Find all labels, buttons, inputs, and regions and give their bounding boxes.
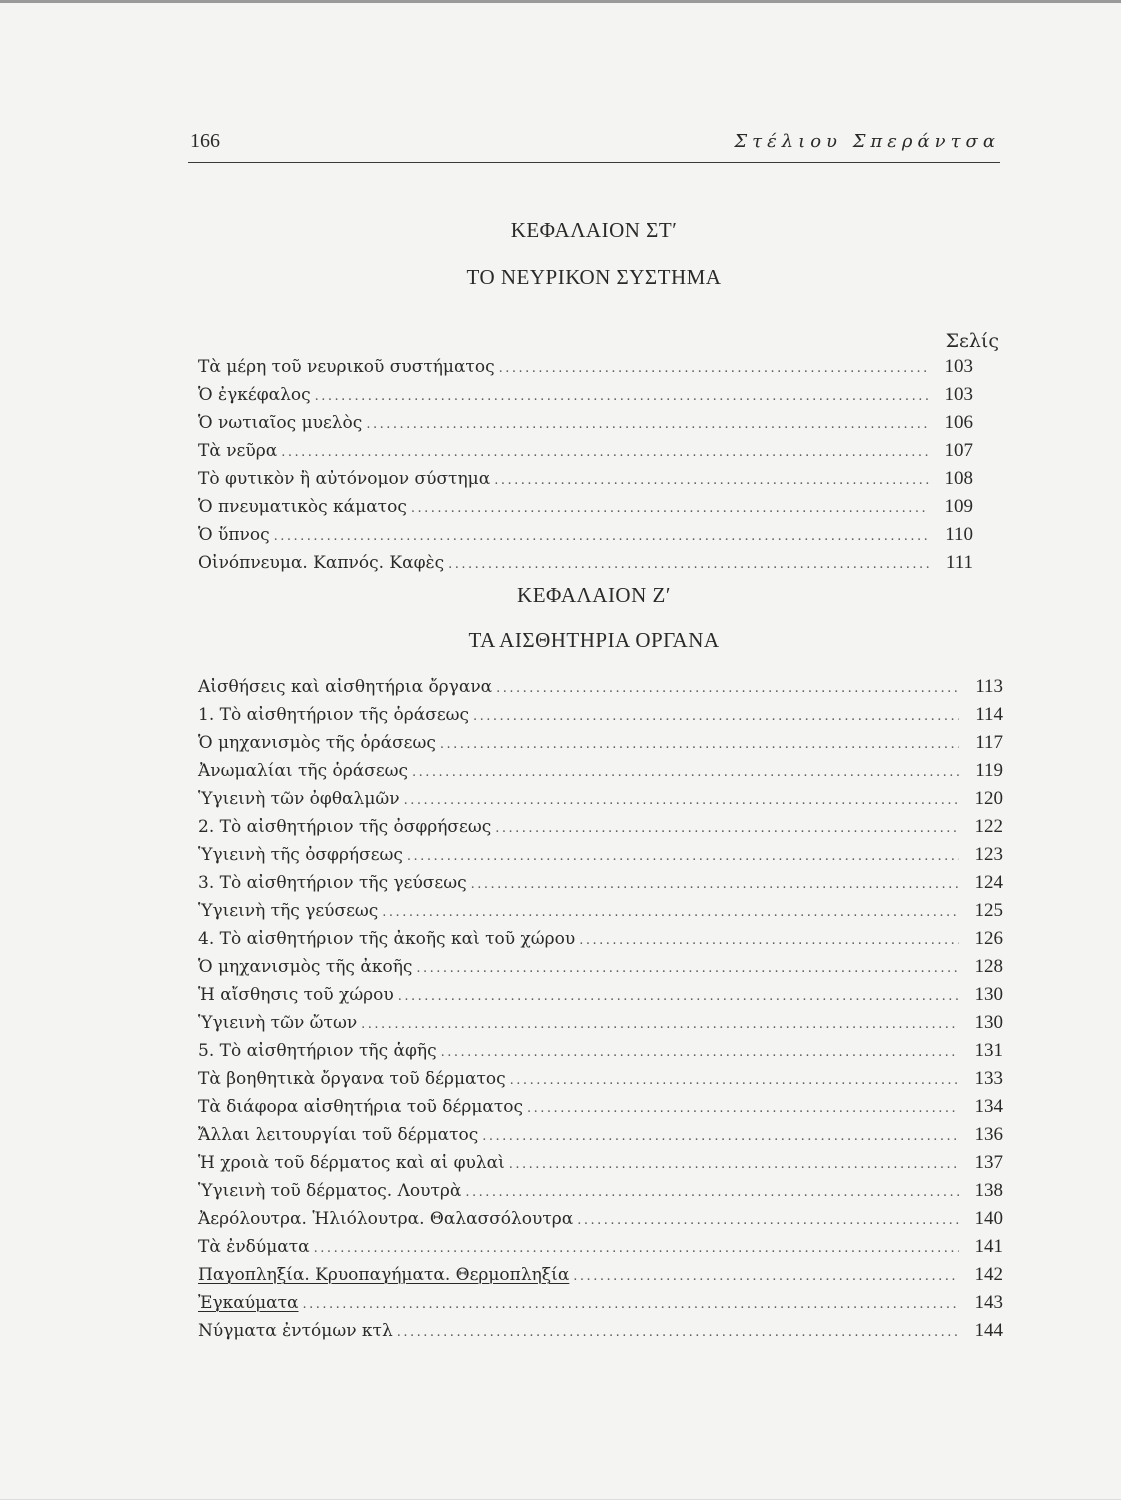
leader-dots xyxy=(397,1319,959,1347)
leader-dots xyxy=(407,843,959,871)
toc-entry xyxy=(198,953,1003,981)
toc-entry-page: 111 xyxy=(945,552,973,573)
toc-entry xyxy=(198,813,1003,841)
toc-entry-page: 106 xyxy=(944,412,973,433)
toc-entry-page: 134 xyxy=(974,1096,1003,1117)
toc-entry-page: 125 xyxy=(974,900,1003,921)
toc-entry xyxy=(198,521,973,549)
toc-entry-title: Ὑγιεινὴ τῆς ὀσφρήσεως xyxy=(198,845,403,865)
chapter-7-title: ΤΑ ΑΙΣΘΗΤΗΡΙΑ ΟΡΓΑΝΑ xyxy=(468,628,720,652)
leader-dots xyxy=(495,815,959,843)
toc-entry xyxy=(198,1289,1003,1317)
toc-entry-page: 131 xyxy=(974,1040,1003,1061)
toc-entry-page: 143 xyxy=(974,1292,1003,1313)
toc-entry-page: 142 xyxy=(974,1264,1003,1285)
toc-entry-title: Ὁ ὕπνος xyxy=(198,525,270,545)
toc-entry xyxy=(198,673,1003,701)
leader-dots xyxy=(382,899,959,927)
toc-entry-title: Τὰ νεῦρα xyxy=(198,441,278,461)
leader-dots xyxy=(366,411,929,439)
leader-dots xyxy=(404,787,959,815)
toc-entry xyxy=(198,1205,1003,1233)
leader-dots xyxy=(482,1123,959,1151)
page-number: 166 xyxy=(190,130,220,152)
toc-entry xyxy=(198,465,973,493)
toc-entry xyxy=(198,381,973,409)
toc-entry-page: 123 xyxy=(974,844,1003,865)
toc-entry xyxy=(198,869,1003,897)
toc-entry xyxy=(198,1261,1003,1289)
leader-dots xyxy=(274,523,929,551)
leader-dots xyxy=(314,1235,959,1263)
toc-entry-title: 3. Τὸ αἰσθητήριον τῆς γεύσεως xyxy=(198,873,467,893)
toc-entry-page: 120 xyxy=(974,788,1003,809)
toc-entry-title: 5. Τὸ αἰσθητήριον τῆς ἁφῆς xyxy=(198,1041,437,1061)
leader-dots xyxy=(579,927,959,955)
leader-dots xyxy=(440,731,959,759)
toc-entry xyxy=(198,1121,1003,1149)
toc-entry-title: Ὑγιεινὴ τῶν ὤτων xyxy=(198,1013,358,1033)
leader-dots xyxy=(473,703,959,731)
toc-entry-title: Ὑγιεινὴ τῆς γεύσεως xyxy=(198,901,379,921)
toc-entry-title: Τὰ βοηθητικὰ ὄργανα τοῦ δέρματος xyxy=(198,1069,506,1089)
running-head xyxy=(190,130,1000,153)
toc-entry-page: 113 xyxy=(975,676,1003,697)
toc-entry-title: Ὁ πνευματικὸς κάματος xyxy=(198,497,407,517)
toc-entry-title: Αἰσθήσεις καὶ αἰσθητήρια ὄργανα xyxy=(198,677,493,697)
toc-entry-title: Ὁ μηχανισμὸς τῆς ἀκοῆς xyxy=(198,957,413,977)
chapter-6-contents xyxy=(198,353,1003,577)
toc-entry-title: 2. Τὸ αἰσθητήριον τῆς ὀσφρήσεως xyxy=(198,817,492,837)
toc-entry-title: Τὸ φυτικὸν ἢ αὐτόνομον σύστημα xyxy=(198,469,491,489)
leader-dots xyxy=(471,871,959,899)
toc-entry-page: 140 xyxy=(974,1208,1003,1229)
toc-entry xyxy=(198,981,1003,1009)
toc-entry xyxy=(198,1149,1003,1177)
toc-entry-title: Τὰ μέρη τοῦ νευρικοῦ συστήματος xyxy=(198,357,495,377)
toc-entry-page: 107 xyxy=(944,440,973,461)
leader-dots xyxy=(577,1207,959,1235)
toc-entry xyxy=(198,353,973,381)
toc-entry-page: 136 xyxy=(974,1124,1003,1145)
running-head-author: Στέλιου Σπεράντσα xyxy=(734,131,1000,152)
toc-entry-title: Ὁ μηχανισμὸς τῆς ὁράσεως xyxy=(198,733,436,753)
toc-entry xyxy=(198,437,973,465)
toc-entry-page: 110 xyxy=(945,524,973,545)
toc-entry-title: Τὰ ἐνδύματα xyxy=(198,1237,310,1257)
toc-entry-page: 122 xyxy=(974,816,1003,837)
toc-entry-title: Ἐγκαύματα xyxy=(198,1293,299,1313)
leader-dots xyxy=(303,1291,959,1319)
toc-entry-page: 128 xyxy=(974,956,1003,977)
leader-dots xyxy=(412,759,959,787)
leader-dots xyxy=(411,495,929,523)
toc-entry-title: Ἄλλαι λειτουργίαι τοῦ δέρματος xyxy=(198,1125,479,1145)
leader-dots xyxy=(281,439,929,467)
toc-entry-title: 4. Τὸ αἰσθητήριον τῆς ἀκοῆς καὶ τοῦ χώρου xyxy=(198,929,576,949)
toc-entry-title: Νύγματα ἐντόμων κτλ xyxy=(198,1321,393,1341)
toc-entry-page: 141 xyxy=(974,1236,1003,1257)
toc-entry-title: Ἀνωμαλίαι τῆς ὁράσεως xyxy=(198,761,409,781)
toc-entry-page: 119 xyxy=(975,760,1003,781)
leader-dots xyxy=(315,383,929,411)
leader-dots xyxy=(496,675,959,703)
toc-entry-title: Ἀερόλουτρα. Ἡλιόλουτρα. Θαλασσόλουτρα xyxy=(198,1209,574,1229)
chapter-7-contents xyxy=(198,673,1003,1345)
page-column-label: Σελίς xyxy=(945,330,999,352)
toc-entry-page: 103 xyxy=(944,356,973,377)
leader-dots xyxy=(465,1179,959,1207)
toc-entry-page: 133 xyxy=(974,1068,1003,1089)
chapter-7-label: ΚΕΦΑΛΑΙΟΝ Ζʹ xyxy=(517,583,671,607)
header-rule xyxy=(188,162,1000,163)
leader-dots xyxy=(361,1011,959,1039)
toc-entry xyxy=(198,897,1003,925)
leader-dots xyxy=(510,1067,959,1095)
toc-entry xyxy=(198,1037,1003,1065)
toc-entry xyxy=(198,1233,1003,1261)
toc-entry xyxy=(198,785,1003,813)
toc-entry xyxy=(198,841,1003,869)
toc-entry-page: 103 xyxy=(944,384,973,405)
toc-entry-page: 108 xyxy=(944,468,973,489)
toc-entry-title: Ὁ νωτιαῖος μυελὸς xyxy=(198,413,363,433)
toc-entry-page: 117 xyxy=(975,732,1003,753)
leader-dots xyxy=(509,1151,959,1179)
toc-entry-page: 124 xyxy=(974,872,1003,893)
toc-entry-title: Παγοπληξία. Κρυοπαγήματα. Θερμοπληξία xyxy=(198,1265,570,1285)
toc-entry-title: Ὑγιεινὴ τῶν ὀφθαλμῶν xyxy=(198,789,400,809)
toc-entry xyxy=(198,729,1003,757)
toc-entry xyxy=(198,1317,1003,1345)
toc-entry-page: 137 xyxy=(974,1152,1003,1173)
leader-dots xyxy=(573,1263,959,1291)
toc-entry xyxy=(198,1177,1003,1205)
leader-dots xyxy=(527,1095,959,1123)
toc-entry-page: 114 xyxy=(975,704,1003,725)
toc-entry xyxy=(198,409,973,437)
toc-entry xyxy=(198,1009,1003,1037)
toc-entry-page: 130 xyxy=(974,1012,1003,1033)
leader-dots xyxy=(416,955,959,983)
toc-entry-page: 109 xyxy=(944,496,973,517)
toc-entry-title: Ὑγιεινὴ τοῦ δέρματος. Λουτρὰ xyxy=(198,1181,462,1201)
leader-dots xyxy=(448,551,929,579)
toc-entry-page: 130 xyxy=(974,984,1003,1005)
toc-entry-page: 126 xyxy=(974,928,1003,949)
toc-entry xyxy=(198,493,973,521)
toc-entry-title: Τὰ διάφορα αἰσθητήρια τοῦ δέρματος xyxy=(198,1097,524,1117)
toc-entry xyxy=(198,1065,1003,1093)
toc-entry xyxy=(198,1093,1003,1121)
toc-entry-title: Ἡ χροιὰ τοῦ δέρματος καὶ αἱ φυλαὶ xyxy=(198,1153,505,1173)
toc-entry-page: 138 xyxy=(974,1180,1003,1201)
chapter-6-label: ΚΕΦΑΛΑΙΟΝ ΣΤʹ xyxy=(510,218,678,242)
leader-dots xyxy=(441,1039,959,1067)
leader-dots xyxy=(398,983,959,1011)
toc-entry-title: 1. Τὸ αἰσθητήριον τῆς ὁράσεως xyxy=(198,705,470,725)
toc-entry xyxy=(198,757,1003,785)
toc-entry-title: Ὁ ἐγκέφαλος xyxy=(198,385,311,405)
toc-entry-page: 144 xyxy=(974,1320,1003,1341)
chapter-6-title: ΤΟ ΝΕΥΡΙΚΟΝ ΣΥΣΤΗΜΑ xyxy=(466,265,722,289)
toc-entry-title: Ἡ αἴσθησις τοῦ χώρου xyxy=(198,985,394,1005)
toc-entry xyxy=(198,925,1003,953)
leader-dots xyxy=(494,467,929,495)
toc-entry xyxy=(198,549,973,577)
toc-entry-title: Οἰνόπνευμα. Καπνός. Καφὲς xyxy=(198,553,445,573)
leader-dots xyxy=(499,355,929,383)
toc-entry xyxy=(198,701,1003,729)
